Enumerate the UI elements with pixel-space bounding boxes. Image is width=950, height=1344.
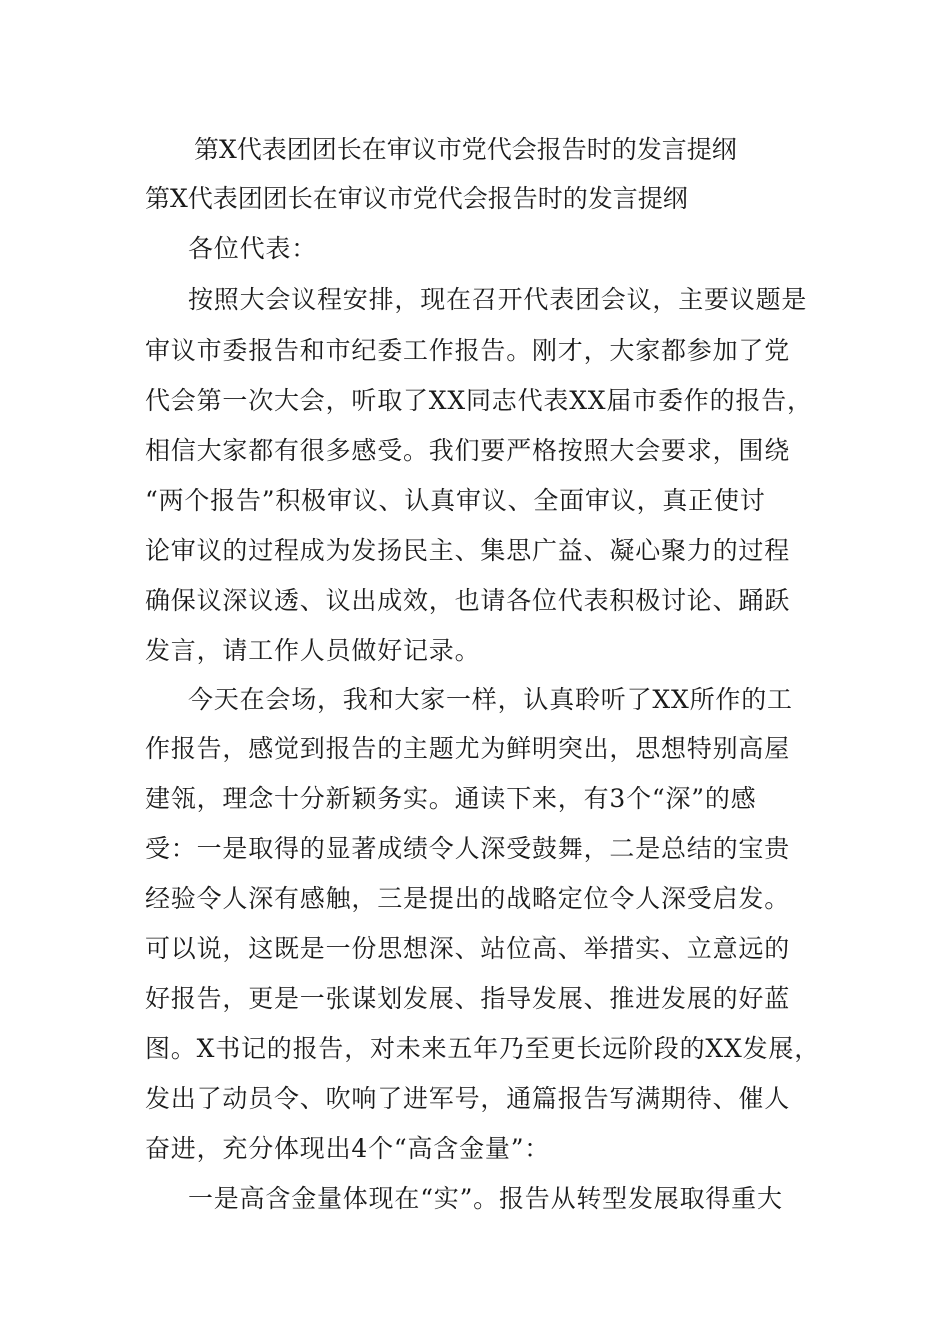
- document-title: 第X代表团团长在审议市党代会报告时的发言提纲: [145, 184, 688, 213]
- paragraph-line: 好报告，更是一张谋划发展、指导发展、推进发展的好蓝: [145, 984, 791, 1013]
- salutation: 各位代表：: [188, 234, 318, 263]
- paragraph-line: 相信大家都有很多感受。我们要严格按照大会要求，围绕: [145, 436, 791, 465]
- paragraph-line: 一是高含金量体现在“实”。报告从转型发展取得重大: [188, 1184, 783, 1213]
- paragraph-line: 代会第一次大会，听取了XX同志代表XX届市委作的报告，: [145, 386, 813, 415]
- paragraph-line: “两个报告”积极审议、认真审议、全面审议，真正使讨: [145, 486, 766, 515]
- paragraph-line: 建瓴，理念十分新颖务实。通读下来，有3个“深”的感: [145, 784, 757, 813]
- paragraph-line: 按照大会议程安排，现在召开代表团会议，主要议题是: [188, 285, 808, 314]
- document-title-repeat: 第X代表团团长在审议市党代会报告时的发言提纲: [194, 135, 737, 164]
- paragraph-line: 发出了动员令、吹响了进军号，通篇报告写满期待、催人: [145, 1084, 791, 1113]
- paragraph-line: 审议市委报告和市纪委工作报告。刚才，大家都参加了党: [145, 336, 791, 365]
- paragraph-line: 经验令人深有感触，三是提出的战略定位令人深受启发。: [145, 884, 791, 913]
- paragraph-line: 作报告，感觉到报告的主题尤为鲜明突出，思想特别高屋: [145, 734, 791, 763]
- paragraph-line: 确保议深议透、议出成效，也请各位代表积极讨论、踊跃: [145, 586, 791, 615]
- paragraph-line: 可以说，这既是一份思想深、站位高、举措实、立意远的: [145, 934, 791, 963]
- paragraph-line: 图。X书记的报告，对未来五年乃至更长远阶段的XX发展，: [145, 1034, 820, 1063]
- paragraph-line: 论审议的过程成为发扬民主、集思广益、凝心聚力的过程: [145, 536, 791, 565]
- paragraph-line: 受：一是取得的显著成绩令人深受鼓舞，二是总结的宝贵: [145, 834, 791, 863]
- paragraph-line: 奋进，充分体现出4个“高含金量”：: [145, 1134, 551, 1163]
- paragraph-line: 今天在会场，我和大家一样，认真聆听了XX所作的工: [188, 685, 793, 714]
- paragraph-line: 发言，请工作人员做好记录。: [145, 636, 481, 665]
